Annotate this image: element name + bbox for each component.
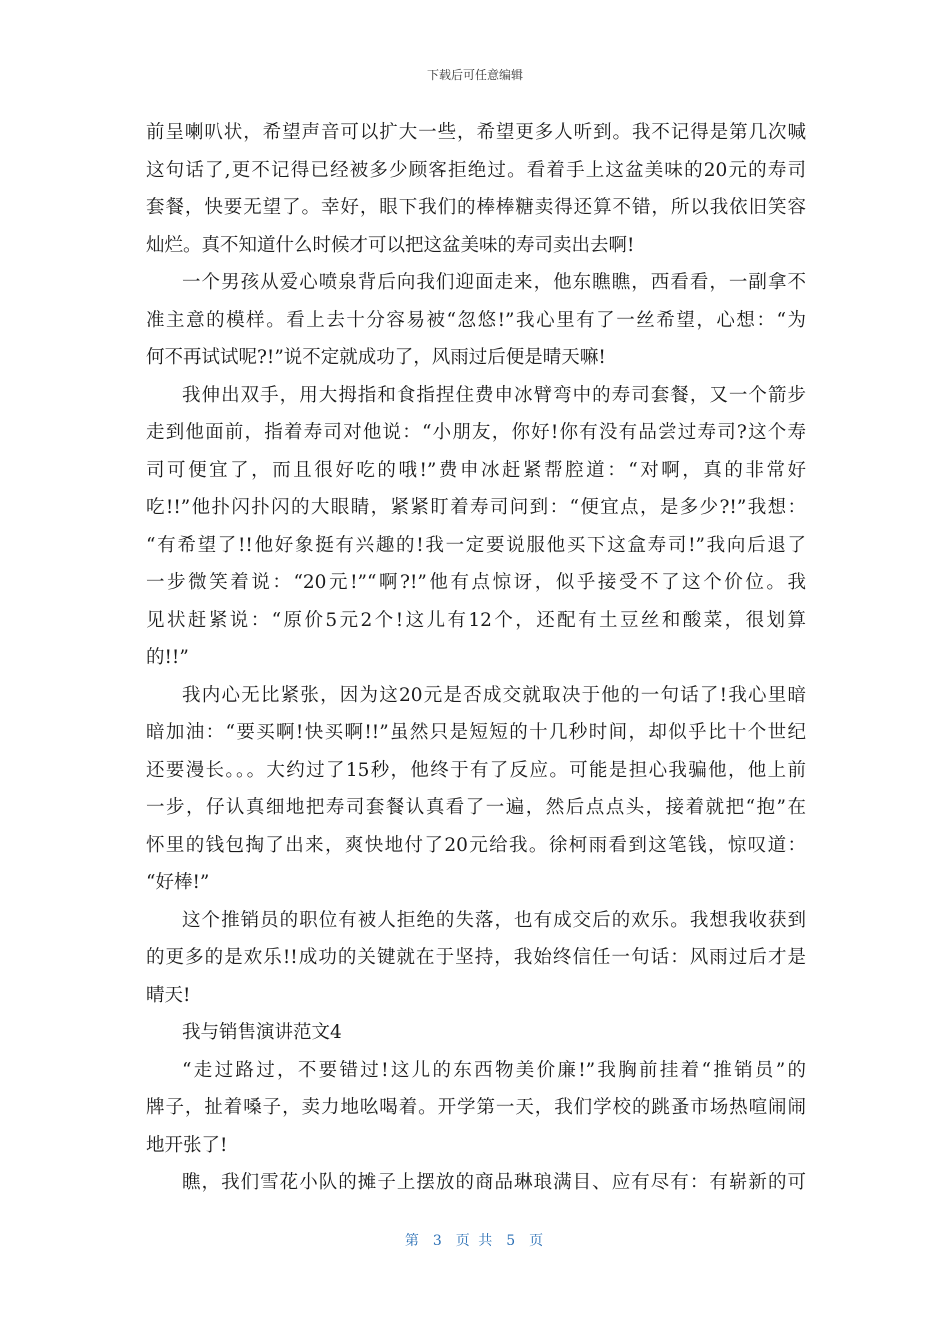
text-line: 灿烂。真不知道什么时候才可以把这盆美味的寿司卖出去啊! bbox=[146, 234, 635, 256]
text-line: 这句话了,更不记得已经被多少顾客拒绝过。看着手上这盆美味的20元的寿司 bbox=[146, 159, 806, 181]
text-line: 瞧，我们雪花小队的摊子上摆放的商品琳琅满目、应有尽有：有崭新的可 bbox=[182, 1172, 806, 1193]
text-line: 一个男孩从爱心喷泉背后向我们迎面走来，他东瞧瞧，西看看，一副拿不 bbox=[182, 272, 806, 293]
text-line: “走过路过，不要错过!这儿的东西物美价廉!”我胸前挂着“推销员”的 bbox=[182, 1059, 806, 1081]
text-line: 走到他面前，指着寿司对他说：“小朋友，你好!你有没有品尝过寿司?这个寿 bbox=[146, 422, 806, 443]
text-line: 的更多的是欢乐!!成功的关键就在于坚持，我始终信任一句话：风雨过后才是 bbox=[146, 947, 806, 968]
text-line: 暗加油：“要买啊!快买啊!!”虽然只是短短的十几秒时间，却似乎比十个世纪 bbox=[146, 722, 806, 743]
text-line: 套餐，快要无望了。幸好，眼下我们的棒棒糖卖得还算不错，所以我依旧笑容 bbox=[146, 197, 806, 218]
text-line: 怀里的钱包掏了出来，爽快地付了20元给我。徐柯雨看到这笔钱，惊叹道： bbox=[146, 834, 806, 856]
text-line: 前呈喇叭状，希望声音可以扩大一些，希望更多人听到。我不记得是第几次喊 bbox=[146, 122, 806, 143]
text-line: 一步微笑着说：“20元!”“啊?!”他有点惊讶，似乎接受不了这个价位。我 bbox=[146, 572, 806, 593]
text-line: 我伸出双手，用大拇指和食指捏住费申冰臂弯中的寿司套餐，又一个箭步 bbox=[182, 384, 806, 406]
text-line: 牌子，扯着嗓子，卖力地吆喝着。开学第一天，我们学校的跳蚤市场热喧闹闹 bbox=[146, 1097, 806, 1118]
text-line: “好棒!” bbox=[146, 872, 210, 893]
text-line: 晴天! bbox=[146, 984, 191, 1006]
text-line: 这个推销员的职位有被人拒绝的失落，也有成交后的欢乐。我想我收获到 bbox=[182, 909, 806, 931]
text-line: 准主意的模样。看上去十分容易被“忽悠!”我心里有了一丝希望，心想：“为 bbox=[146, 309, 806, 331]
text-line: 的!!” bbox=[146, 647, 189, 668]
text-line: 地开张了! bbox=[146, 1134, 228, 1156]
text-line: 何不再试试呢?!”说不定就成功了，风雨过后便是晴天嘛! bbox=[146, 347, 606, 368]
document-body bbox=[146, 114, 806, 1202]
text-line: 司可便宜了，而且很好吃的哦!”费申冰赶紧帮腔道：“对啊，真的非常好 bbox=[146, 459, 806, 481]
text-line: 一步，仔认真细地把寿司套餐认真看了一遍，然后点点头，接着就把“抱”在 bbox=[146, 797, 806, 818]
section-heading: 我与销售演讲范文4 bbox=[182, 1022, 342, 1043]
footer-suffix: 页 bbox=[529, 1233, 546, 1249]
footer-middle: 页 共 bbox=[455, 1233, 495, 1249]
footer-prefix: 第 bbox=[404, 1233, 421, 1249]
page-header: 下载后可任意编辑 bbox=[426, 68, 523, 82]
page-number: 3 bbox=[432, 1233, 444, 1249]
page-footer bbox=[0, 1230, 950, 1250]
text-line: 见状赶紧说：“原价5元2个!这儿有12个，还配有土豆丝和酸菜，很划算 bbox=[146, 609, 806, 631]
text-line: “有希望了!!他好象挺有兴趣的!我一定要说服他买下这盒寿司!”我向后退了 bbox=[146, 534, 806, 556]
text-line: 还要漫长。。。大约过了15秒，他终于有了反应。可能是担心我骗他，他上前 bbox=[146, 759, 806, 781]
text-line: 我内心无比紧张，因为这20元是否成交就取决于他的一句话了!我心里暗 bbox=[182, 684, 806, 706]
text-line: 吃!!”他扑闪扑闪的大眼睛，紧紧盯着寿司问到：“便宜点，是多少?!”我想： bbox=[146, 497, 806, 518]
page-total: 5 bbox=[506, 1233, 518, 1249]
